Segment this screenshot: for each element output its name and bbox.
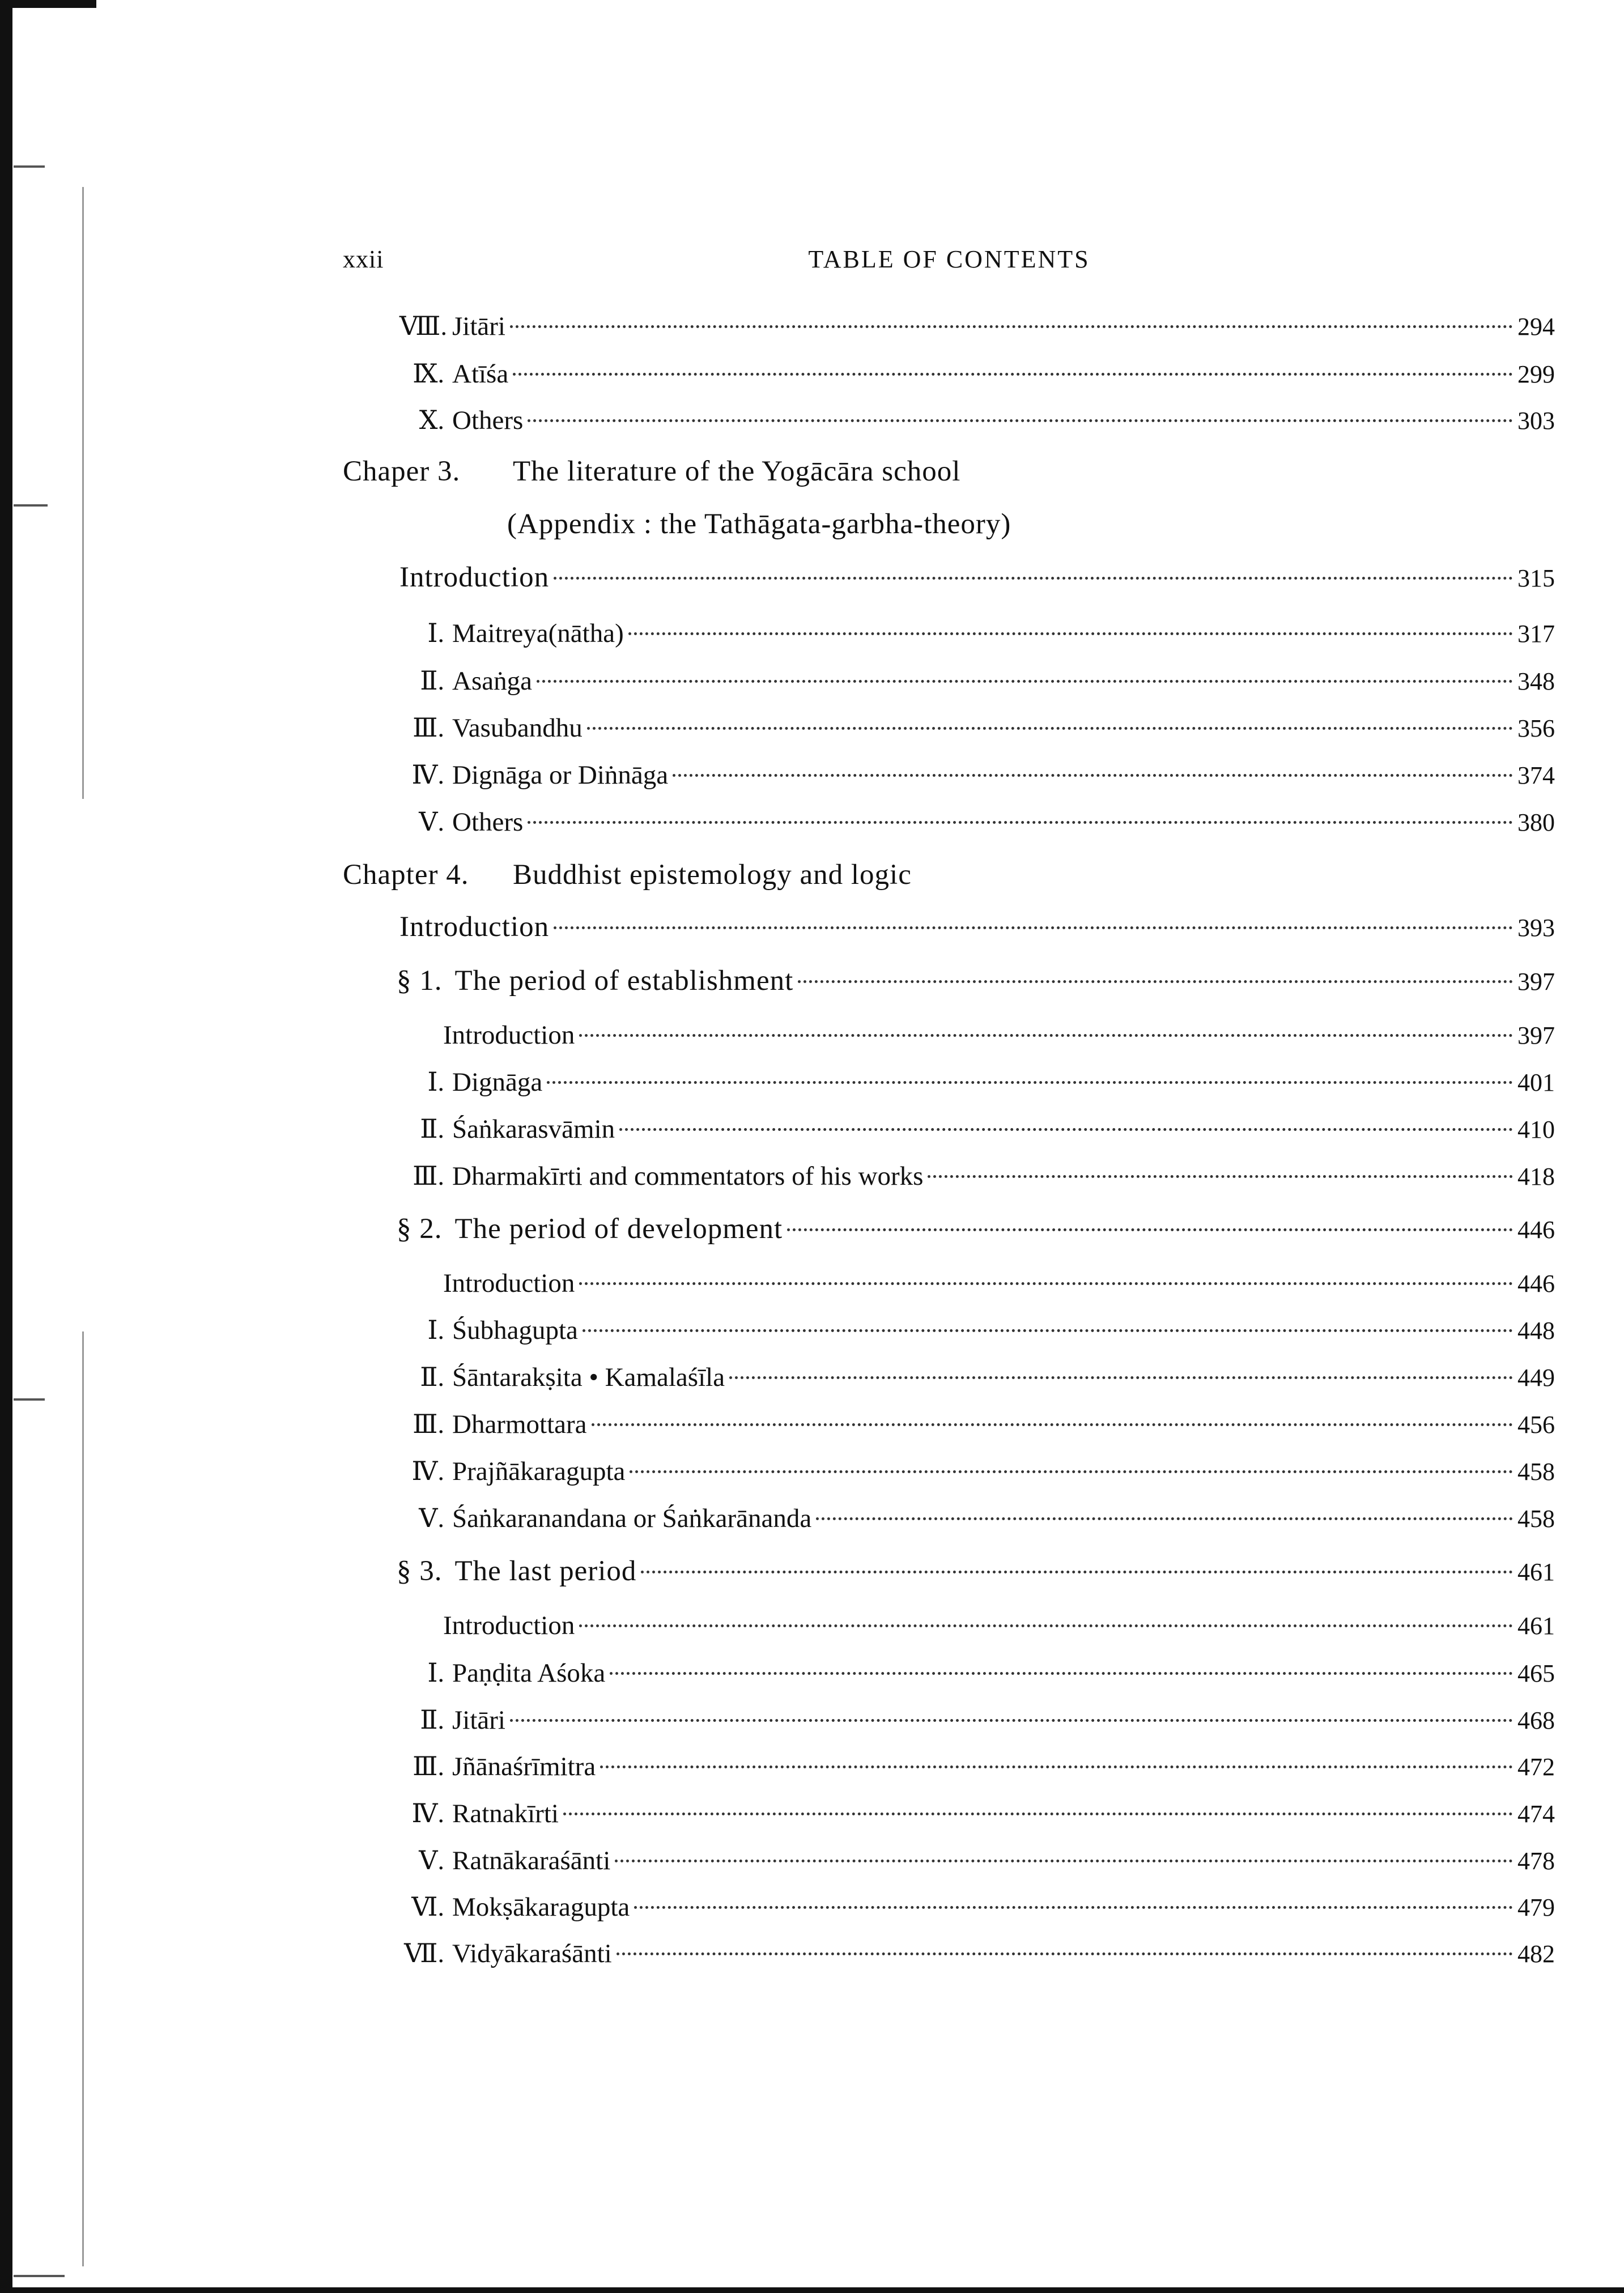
entry-page: 449: [1517, 1364, 1555, 1392]
entry-title: Maitreya(nātha): [452, 619, 624, 648]
entry-page: 465: [1517, 1660, 1555, 1687]
entry-title: Śāntarakṣita • Kamalaśīla: [452, 1363, 725, 1392]
entry-page: 294: [1517, 313, 1555, 341]
entry-page: 482: [1517, 1940, 1555, 1968]
dot-leader: [528, 821, 1513, 824]
entry-page: 478: [1517, 1847, 1555, 1875]
running-title: TABLE OF CONTENTS: [808, 245, 1090, 273]
entry-page: 446: [1517, 1216, 1555, 1244]
toc-entry[interactable]: [399, 1409, 1555, 1440]
dot-leader: [510, 1719, 1513, 1722]
chapter-title: Buddhist epistemology and logic: [513, 859, 912, 891]
entry-page: 479: [1517, 1894, 1555, 1921]
entry-number: Ⅰ.: [427, 1658, 444, 1687]
entry-number: Ⅳ.: [411, 760, 444, 789]
entry-title: Introduction: [443, 1020, 575, 1050]
section-entry[interactable]: [397, 964, 1555, 997]
toc-entry[interactable]: [399, 1704, 1555, 1735]
entry-number: Ⅴ.: [419, 1846, 444, 1875]
entry-number: Ⅲ.: [413, 1752, 444, 1781]
entry-number: Ⅸ.: [413, 359, 444, 388]
toc-entry[interactable]: [399, 1657, 1555, 1688]
entry-title: Dignāga: [452, 1067, 543, 1097]
toc-entry[interactable]: [443, 1610, 1555, 1641]
toc-entry[interactable]: [399, 806, 1555, 837]
entry-page: 472: [1517, 1753, 1555, 1781]
entry-title: Introduction: [443, 1611, 575, 1640]
entry-page: 397: [1517, 968, 1555, 996]
entry-number: Ⅶ.: [404, 1939, 444, 1968]
dot-leader: [628, 632, 1513, 635]
entry-title: Dignāga or Diṅnāga: [452, 760, 669, 790]
entry-title: Śaṅkarasvāmin: [452, 1114, 615, 1144]
entry-title: Śaṅkaranandana or Śaṅkarānanda: [452, 1504, 812, 1533]
entry-number: Ⅳ.: [411, 1799, 444, 1828]
entry-number: Ⅲ.: [413, 713, 444, 742]
chapter-subtitle: (Appendix : the Tathāgata-garbha-theory): [507, 508, 1011, 540]
entry-page: 380: [1517, 809, 1555, 836]
entry-number: Ⅲ.: [413, 1162, 444, 1190]
entry-page: 315: [1517, 564, 1555, 592]
chapter-heading[interactable]: [343, 858, 912, 891]
entry-title: Ratnakīrti: [452, 1799, 559, 1828]
entry-page: 418: [1517, 1163, 1555, 1190]
dot-leader: [615, 1860, 1513, 1862]
section-number: § 1.: [397, 965, 443, 997]
entry-title: Śubhagupta: [452, 1316, 578, 1345]
toc-entry[interactable]: [399, 911, 1555, 943]
dot-leader: [816, 1517, 1513, 1520]
toc-entry[interactable]: [399, 405, 1555, 436]
entry-number: Ⅰ.: [427, 619, 444, 648]
dot-leader: [641, 1571, 1513, 1573]
entry-title: Asaṅga: [452, 666, 532, 696]
entry-number: Ⅱ.: [420, 1114, 444, 1143]
dot-leader: [630, 1470, 1513, 1473]
entry-title: Jitāri: [452, 312, 505, 341]
entry-number: Ⅰ.: [427, 1067, 444, 1096]
entry-page: 458: [1517, 1505, 1555, 1533]
dot-leader: [554, 577, 1513, 580]
entry-title: Jñānaśrīmitra: [452, 1752, 596, 1781]
dot-leader: [583, 1329, 1513, 1332]
toc-entry[interactable]: [399, 618, 1555, 649]
entry-page: 448: [1517, 1317, 1555, 1345]
toc-entry[interactable]: [399, 1113, 1555, 1145]
section-entry[interactable]: [397, 1555, 1555, 1588]
section-title: The period of development: [454, 1213, 783, 1245]
dot-leader: [610, 1672, 1513, 1675]
entry-title: Others: [452, 807, 524, 837]
dot-leader: [579, 1624, 1513, 1627]
entry-page: 458: [1517, 1458, 1555, 1486]
entry-title: Jitāri: [452, 1705, 505, 1735]
toc-entry[interactable]: [399, 1160, 1555, 1192]
toc-entry[interactable]: [399, 1891, 1555, 1922]
dot-leader: [729, 1376, 1513, 1379]
dot-leader: [619, 1128, 1513, 1131]
entry-number: Ⅱ.: [420, 1363, 444, 1392]
entry-number: Ⅹ.: [419, 406, 444, 435]
toc-entry[interactable]: [399, 561, 1555, 594]
dot-leader: [547, 1081, 1513, 1084]
dot-leader: [579, 1282, 1513, 1285]
entry-page: 356: [1517, 714, 1555, 742]
entry-page: 393: [1517, 914, 1555, 942]
dot-leader: [592, 1423, 1513, 1426]
dot-leader: [600, 1766, 1513, 1768]
dot-leader: [634, 1906, 1513, 1909]
toc-entry[interactable]: [399, 1362, 1555, 1393]
entry-number: Ⅳ.: [411, 1457, 444, 1486]
entry-page: 303: [1517, 407, 1555, 435]
toc-entry[interactable]: [399, 759, 1555, 790]
toc-entry[interactable]: [399, 712, 1555, 743]
dot-leader: [510, 325, 1513, 328]
entry-title: Vasubandhu: [452, 713, 583, 743]
entry-title: Introduction: [399, 911, 550, 943]
toc-entry[interactable]: [399, 358, 1555, 389]
toc-entry[interactable]: [399, 1845, 1555, 1876]
toc-entry[interactable]: [399, 310, 1555, 342]
entry-page: 461: [1517, 1558, 1555, 1586]
entry-title: Atīśa: [452, 359, 509, 389]
toc-entry[interactable]: [443, 1268, 1555, 1299]
section-entry[interactable]: [397, 1213, 1555, 1245]
dot-leader: [617, 1952, 1513, 1955]
toc-entry[interactable]: [399, 1314, 1555, 1346]
chapter-label: Chaper 3.: [343, 456, 461, 487]
dot-leader: [537, 680, 1513, 683]
toc-entry[interactable]: [443, 1020, 1555, 1050]
entry-page: 299: [1517, 360, 1555, 388]
page-number: xxii: [343, 245, 384, 273]
toc-entry[interactable]: [399, 1751, 1555, 1782]
section-title: The period of establishment: [454, 965, 794, 997]
entry-page: 446: [1517, 1270, 1555, 1297]
entry-page: 317: [1517, 620, 1555, 648]
dot-leader: [513, 373, 1513, 376]
entry-title: Vidyākaraśānti: [452, 1939, 612, 1968]
toc-entry[interactable]: [399, 1938, 1555, 1969]
entry-page: 474: [1517, 1800, 1555, 1828]
entry-title: Introduction: [399, 561, 550, 593]
dot-leader: [554, 926, 1513, 929]
entry-title: Others: [452, 406, 524, 435]
dot-leader: [587, 727, 1513, 730]
entry-number: Ⅴ.: [419, 1504, 444, 1533]
entry-title: Paṇḍita Aśoka: [452, 1658, 606, 1688]
section-number: § 2.: [397, 1213, 443, 1245]
dot-leader: [528, 419, 1513, 422]
toc-entry[interactable]: [399, 1456, 1555, 1487]
toc-entry[interactable]: [399, 1503, 1555, 1534]
entry-number: Ⅱ.: [420, 666, 444, 695]
chapter-heading[interactable]: [343, 455, 960, 488]
entry-number: Ⅷ.: [399, 312, 447, 341]
dot-leader: [673, 774, 1513, 777]
dot-leader: [563, 1813, 1513, 1815]
entry-number: Ⅲ.: [413, 1410, 444, 1439]
entry-page: 397: [1517, 1022, 1555, 1049]
entry-page: 401: [1517, 1069, 1555, 1096]
toc-entry[interactable]: [399, 1066, 1555, 1097]
entry-page: 374: [1517, 762, 1555, 789]
dot-leader: [928, 1175, 1513, 1178]
entry-title: Dharmottara: [452, 1410, 587, 1439]
entry-title: Introduction: [443, 1269, 575, 1298]
entry-page: 410: [1517, 1116, 1555, 1143]
section-number: § 3.: [397, 1555, 443, 1587]
entry-page: 468: [1517, 1707, 1555, 1734]
entry-number: Ⅱ.: [420, 1705, 444, 1734]
entry-number: Ⅴ.: [419, 807, 444, 836]
dot-leader: [798, 980, 1513, 983]
entry-number: Ⅵ.: [411, 1892, 444, 1921]
entry-page: 461: [1517, 1612, 1555, 1640]
entry-title: Mokṣākaragupta: [452, 1892, 630, 1922]
toc-entry[interactable]: [399, 665, 1555, 696]
dot-leader: [787, 1228, 1513, 1231]
chapter-title: The literature of the Yogācāra school: [513, 456, 961, 487]
section-title: The last period: [454, 1555, 637, 1587]
entry-title: Ratnākaraśānti: [452, 1846, 611, 1875]
dot-leader: [579, 1034, 1513, 1037]
chapter-label: Chapter 4.: [343, 859, 469, 891]
toc-entry[interactable]: [399, 1798, 1555, 1829]
entry-number: Ⅰ.: [427, 1316, 444, 1345]
entry-page: 456: [1517, 1411, 1555, 1439]
entry-title: Dharmakīrti and commentators of his works: [452, 1162, 924, 1191]
entry-page: 348: [1517, 667, 1555, 695]
entry-title: Prajñākaragupta: [452, 1457, 626, 1486]
